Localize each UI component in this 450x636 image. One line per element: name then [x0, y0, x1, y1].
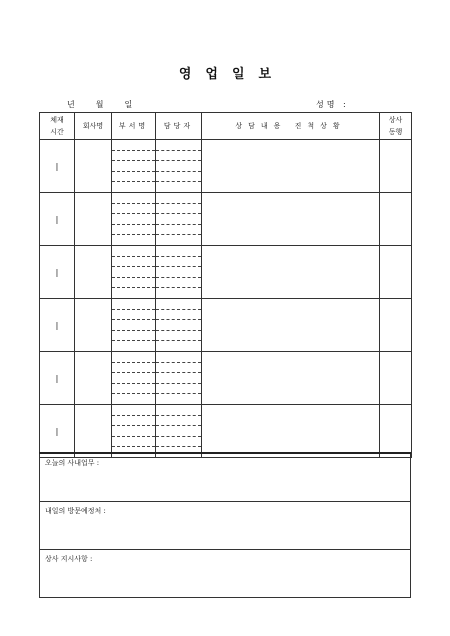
dashed-lines	[112, 405, 155, 457]
col-header-company: 회사명	[75, 113, 112, 140]
company-cell[interactable]	[75, 405, 112, 458]
dashed-lines	[156, 352, 201, 404]
time-cell[interactable]	[40, 193, 75, 246]
time-cell[interactable]	[40, 246, 75, 299]
col-header-time	[40, 113, 75, 140]
person-cell[interactable]	[156, 140, 202, 193]
time-cell[interactable]	[40, 299, 75, 352]
department-cell[interactable]	[112, 352, 156, 405]
department-cell[interactable]	[112, 405, 156, 458]
date-year-label: 년	[67, 100, 75, 109]
person-cell[interactable]	[156, 405, 202, 458]
table-row	[40, 193, 412, 246]
time-separator: |	[55, 214, 59, 224]
today-tasks-field[interactable]	[40, 453, 411, 502]
person-cell[interactable]	[156, 352, 202, 405]
table-row	[40, 140, 412, 193]
dashed-lines	[112, 352, 155, 404]
notes-table	[39, 452, 411, 598]
col-header-boss	[380, 113, 412, 140]
boss-cell[interactable]	[380, 140, 412, 193]
dashed-lines	[112, 299, 155, 351]
table-header-row	[40, 113, 412, 140]
supervisor-instructions-label: 상사 지시사항 :	[45, 555, 93, 563]
table-row	[40, 299, 412, 352]
time-separator: |	[55, 373, 59, 383]
col-header-boss-line1: 상사	[388, 116, 403, 124]
col-header-department: 부서명	[112, 113, 156, 140]
date-field[interactable]	[67, 99, 153, 110]
time-cell[interactable]	[40, 405, 75, 458]
department-cell[interactable]	[112, 299, 156, 352]
company-cell[interactable]	[75, 352, 112, 405]
dashed-lines	[156, 405, 201, 457]
content-cell[interactable]	[202, 193, 380, 246]
time-cell[interactable]	[40, 140, 75, 193]
date-month-label: 월	[95, 100, 104, 109]
department-cell[interactable]	[112, 246, 156, 299]
person-cell[interactable]	[156, 246, 202, 299]
boss-cell[interactable]	[380, 193, 412, 246]
tomorrow-visits-label: 내일의 방문예정처 :	[45, 507, 106, 515]
boss-cell[interactable]	[380, 352, 412, 405]
department-cell[interactable]	[112, 140, 156, 193]
time-separator: |	[55, 426, 59, 436]
dashed-lines	[112, 246, 155, 298]
sales-log-table	[39, 112, 412, 458]
time-separator: |	[55, 161, 59, 171]
person-cell[interactable]	[156, 299, 202, 352]
company-cell[interactable]	[75, 193, 112, 246]
dashed-lines	[156, 193, 201, 245]
date-day-label: 일	[124, 100, 133, 109]
content-cell[interactable]	[202, 140, 380, 193]
dashed-lines	[156, 299, 201, 351]
col-header-time-line1: 체재	[50, 116, 64, 124]
table-row	[40, 405, 412, 458]
company-cell[interactable]	[75, 140, 112, 193]
time-separator: |	[55, 267, 59, 277]
person-cell[interactable]	[156, 193, 202, 246]
supervisor-instructions-field[interactable]	[40, 550, 411, 598]
tomorrow-visits-field[interactable]	[40, 502, 411, 550]
today-tasks-label: 오늘의 사내업무 :	[45, 459, 100, 467]
col-header-time-line2: 시간	[50, 128, 64, 136]
dashed-lines	[112, 140, 155, 192]
content-cell[interactable]	[202, 352, 380, 405]
table-row	[40, 352, 412, 405]
department-cell[interactable]	[112, 193, 156, 246]
company-cell[interactable]	[75, 246, 112, 299]
table-row	[40, 246, 412, 299]
content-cell[interactable]	[202, 246, 380, 299]
boss-cell[interactable]	[380, 299, 412, 352]
name-field-label: 성명 :	[316, 100, 349, 109]
dashed-lines	[156, 140, 201, 192]
boss-cell[interactable]	[380, 405, 412, 458]
company-cell[interactable]	[75, 299, 112, 352]
document-title: 영업일보	[178, 67, 286, 82]
col-header-content: 상담내용 진척상황	[202, 113, 380, 140]
col-header-person: 담당자	[156, 113, 202, 140]
col-header-boss-line2: 동행	[388, 128, 403, 136]
boss-cell[interactable]	[380, 246, 412, 299]
dashed-lines	[112, 193, 155, 245]
dashed-lines	[156, 246, 201, 298]
time-separator: |	[55, 320, 59, 330]
content-cell[interactable]	[202, 299, 380, 352]
time-cell[interactable]	[40, 352, 75, 405]
content-cell[interactable]	[202, 405, 380, 458]
